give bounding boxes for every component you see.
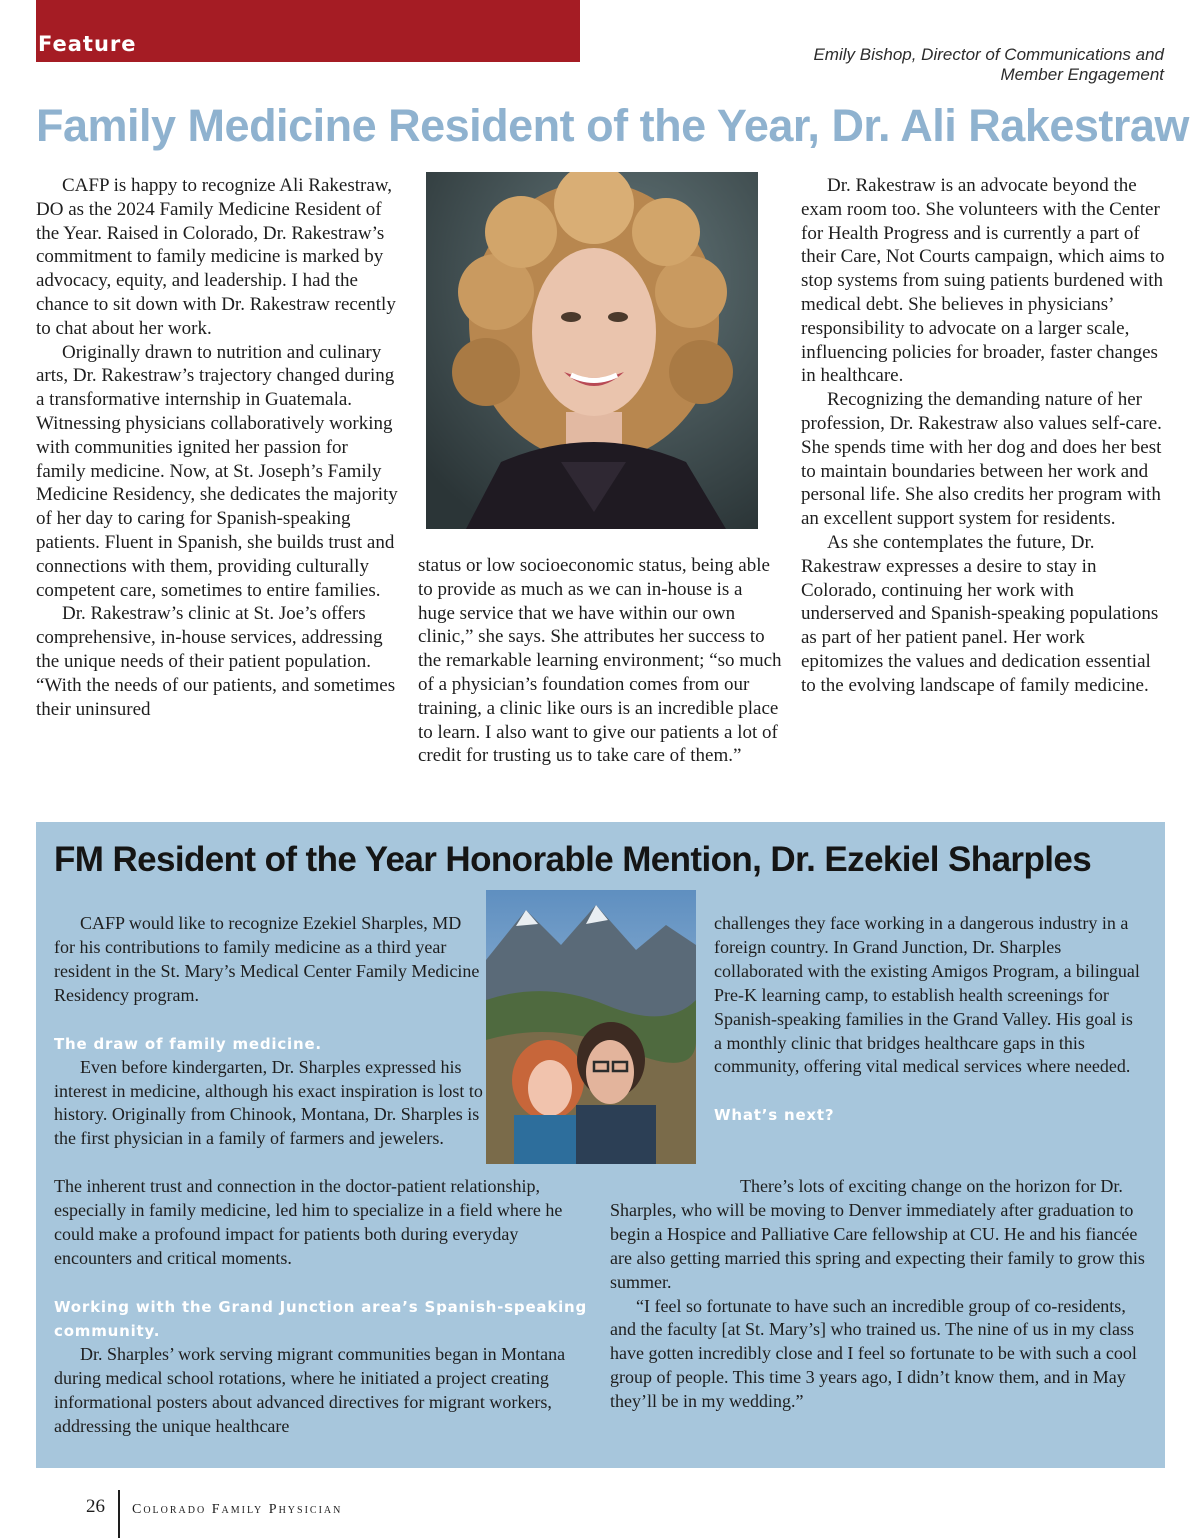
couple-illustration bbox=[486, 890, 696, 1164]
subheading: Working with the Grand Junction area’s Spanish-speaking community. bbox=[54, 1298, 588, 1340]
paragraph: Dr. Rakestraw is an advocate beyond the exam room too. She volunteers with the Center for Health Progress and is currently a part of their Care, Not Courts campaign, which aims to stop systems from suing patients burdened with medical debt. She believes in physicians’ responsibility to advocate on a larger scale, influencing policies for broader, faster changes in healthcare. bbox=[801, 175, 1165, 387]
resident-portrait-photo bbox=[426, 172, 758, 529]
paragraph: Even before kindergarten, Dr. Sharples expressed his interest in medicine, although his exact inspiration is lost to history. Originally from Chinook, Montana, Dr. Sharples is the first physician in a family of farmers and jewelers. bbox=[54, 1056, 483, 1149]
byline bbox=[684, 45, 1164, 85]
subheading: What’s next? bbox=[714, 1106, 835, 1125]
byline-line: Emily Bishop, Director of Communications and bbox=[813, 45, 1164, 64]
page-number: 26 bbox=[86, 1496, 105, 1517]
mention-column-left-bottom bbox=[54, 1295, 590, 1439]
publication-name: Colorado Family Physician bbox=[132, 1502, 343, 1517]
article-column-1 bbox=[36, 174, 398, 721]
mention-column-left-mid bbox=[54, 1175, 584, 1271]
paragraph: Recognizing the demanding nature of her profession, Dr. Rakestraw also values self-care. She spends time with her dog and does her best to maintain boundaries between her work and personal life. She also credits her program with an excellent support system for residents. bbox=[801, 389, 1162, 530]
paragraph: challenges they face working in a dangerous industry in a foreign country. In Grand Junction, Dr. Sharples collaborated with the existing Amigos Program, a bilingual Pre-K learning camp, to establish health screenings for Spanish-speaking families in the Grand Valley. His goal is a monthly clinic that bridges healthcare gaps in this community, offering vital medical services where needed. bbox=[714, 913, 1140, 1077]
mention-column-right-bottom bbox=[610, 1175, 1155, 1414]
paragraph: Originally drawn to nutrition and culinary arts, Dr. Rakestraw’s trajectory changed during a transformative internship in Guatemala. Witnessing physicians collaboratively working with communities ignited her passion for family medicine. Now, at St. Joseph’s Family Medicine Residency, she dedicates the majority of her day to caring for Spanish-speaking patients. Fluent in Spanish, she builds trust and connections with them, providing culturally competent care, sometimes to entire families. bbox=[36, 341, 398, 601]
paragraph: As she contemplates the future, Dr. Rakestraw expresses a desire to stay in Colorado, continuing her work with underserved and Spanish-speaking populations as part of her patient panel. Her work epitomizes the values and dedication essential to the evolving landscape of family medicine. bbox=[801, 531, 1159, 696]
paragraph: “I feel so fortunate to have such an incredible group of co-residents, and the faculty [at St. Mary’s] who trained us. The nine of us in my class have gotten incredibly close and I feel so fortunate to be with such a cool group of people. This time 3 years ago, I didn’t know them, and in May they’ll be in my wedding.” bbox=[610, 1295, 1137, 1412]
paragraph: status or low socioeconomic status, being able to provide as much as we can in-house is a huge service that we have within our own clinic,” she says. She attributes her success to the remarkable learning environment; “so much of a physician’s foundation comes from our training, a clinic like ours is an incredible place to learn. I also want to give our patients a lot of credit for trusting us to take care of them.” bbox=[418, 555, 782, 767]
couple-mountain-photo bbox=[486, 890, 696, 1164]
paragraph: CAFP would like to recognize Ezekiel Sharples, MD for his contributions to family medicine as a third year resident in the St. Mary’s Medical Center Family Medicine Residency program. bbox=[54, 913, 480, 1005]
article-title: Family Medicine Resident of the Year, Dr. Ali Rakestraw bbox=[36, 100, 1189, 151]
byline-line: Member Engagement bbox=[1000, 65, 1164, 84]
subheading: The draw of family medicine. bbox=[54, 1034, 322, 1053]
portrait-illustration bbox=[426, 172, 758, 529]
footer-divider bbox=[118, 1490, 120, 1538]
paragraph: The inherent trust and connection in the doctor-patient relationship, especially in family medicine, led him to specialize in a field where he could make a profound impact for patients both during everyday encounters and critical moments. bbox=[54, 1176, 563, 1268]
mention-column-left-top bbox=[54, 912, 484, 1151]
section-label: Feature bbox=[36, 0, 580, 62]
article-column-2 bbox=[418, 554, 783, 768]
article-column-3 bbox=[801, 174, 1166, 698]
paragraph: There’s lots of exciting change on the horizon for Dr. Sharples, who will be moving to Denver immediately after graduation to begin a Hospice and Palliative Care fellowship at CU. He and his fiancée are also getting married this spring and expecting their family to grow this summer. bbox=[610, 1176, 1145, 1292]
mention-column-right-top bbox=[714, 912, 1144, 1127]
paragraph: CAFP is happy to recognize Ali Rakestraw, DO as the 2024 Family Medicine Resident of the Year. Raised in Colorado, Dr. Rakestraw’s commitment to family medicine is marked by advocacy, equity, and leadership. I had the chance to sit down with Dr. Rakestraw recently to chat about her work. bbox=[36, 175, 396, 339]
paragraph: Dr. Rakestraw’s clinic at St. Joe’s offers comprehensive, in-house services, addressing the unique needs of their patient population. “With the needs of our patients, and sometimes their uninsured bbox=[36, 603, 396, 720]
paragraph: Dr. Sharples’ work serving migrant communities began in Montana during medical school rotations, where he initiated a project creating informational posters about advanced directives for migrant workers, addressing the unique healthcare bbox=[54, 1344, 566, 1436]
honorable-mention-title: FM Resident of the Year Honorable Mention, Dr. Ezekiel Sharples bbox=[54, 840, 1092, 879]
